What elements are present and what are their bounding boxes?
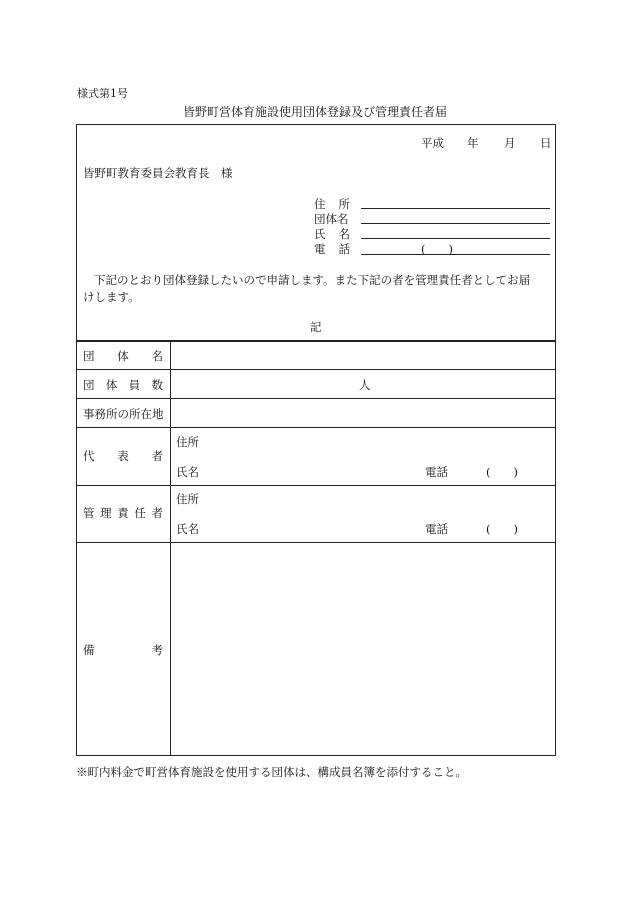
applicant-group-label: 団体名 xyxy=(314,212,349,226)
applicant-name-label: 氏 名 xyxy=(314,227,350,241)
applicant-phone-parens: ( ) xyxy=(421,242,453,256)
representative-phone-label: 電話 xyxy=(425,465,448,479)
applicant-address-label: 住 所 xyxy=(314,197,350,211)
row-label-members: 団 体 員 数 xyxy=(83,378,163,392)
ki-label: 記 xyxy=(310,320,322,334)
statement-line-2: けします。 xyxy=(83,290,140,304)
row-label-office: 事務所の所在地 xyxy=(83,407,164,421)
office-field[interactable] xyxy=(171,399,555,427)
manager-phone-parens: ( ) xyxy=(486,522,518,536)
row-line-4 xyxy=(76,485,556,486)
statement-line-1: 下記のとおり団体登録したいので申請します。また下記の者を管理責任者としてお届 xyxy=(94,273,531,287)
manager-address-label: 住所 xyxy=(176,492,199,506)
addressee: 皆野町教育委員会教育長 様 xyxy=(83,166,233,180)
applicant-phone-label: 電 話 xyxy=(314,242,350,256)
manager-phone-label: 電話 xyxy=(425,522,448,536)
document-title: 皆野町営体育施設使用団体登録及び管理責任者届 xyxy=(182,105,447,119)
date-year: 年 xyxy=(467,136,479,150)
remarks-field[interactable] xyxy=(171,543,555,755)
representative-name-label: 氏名 xyxy=(176,465,199,479)
footnote: ※町内料金で町営体育施設を使用する団体は、構成員名簿を添付すること。 xyxy=(76,765,467,779)
form-number: 様式第1号 xyxy=(77,87,128,100)
row-label-manager: 管 理 責 任 者 xyxy=(83,506,163,520)
representative-phone-parens: ( ) xyxy=(486,465,518,479)
manager-name-label: 氏名 xyxy=(176,522,199,536)
date-day: 日 xyxy=(540,136,552,150)
row-label-group-name: 団 体 名 xyxy=(83,349,163,363)
date-month: 月 xyxy=(504,136,516,150)
representative-address-label: 住所 xyxy=(176,435,199,449)
row-line-3 xyxy=(76,427,556,428)
row-label-representative: 代 表 者 xyxy=(83,449,163,463)
group-name-field[interactable] xyxy=(171,341,555,369)
date-era: 平成 xyxy=(421,136,444,150)
members-unit: 人 xyxy=(359,378,371,392)
row-label-remarks: 備 考 xyxy=(83,643,163,657)
